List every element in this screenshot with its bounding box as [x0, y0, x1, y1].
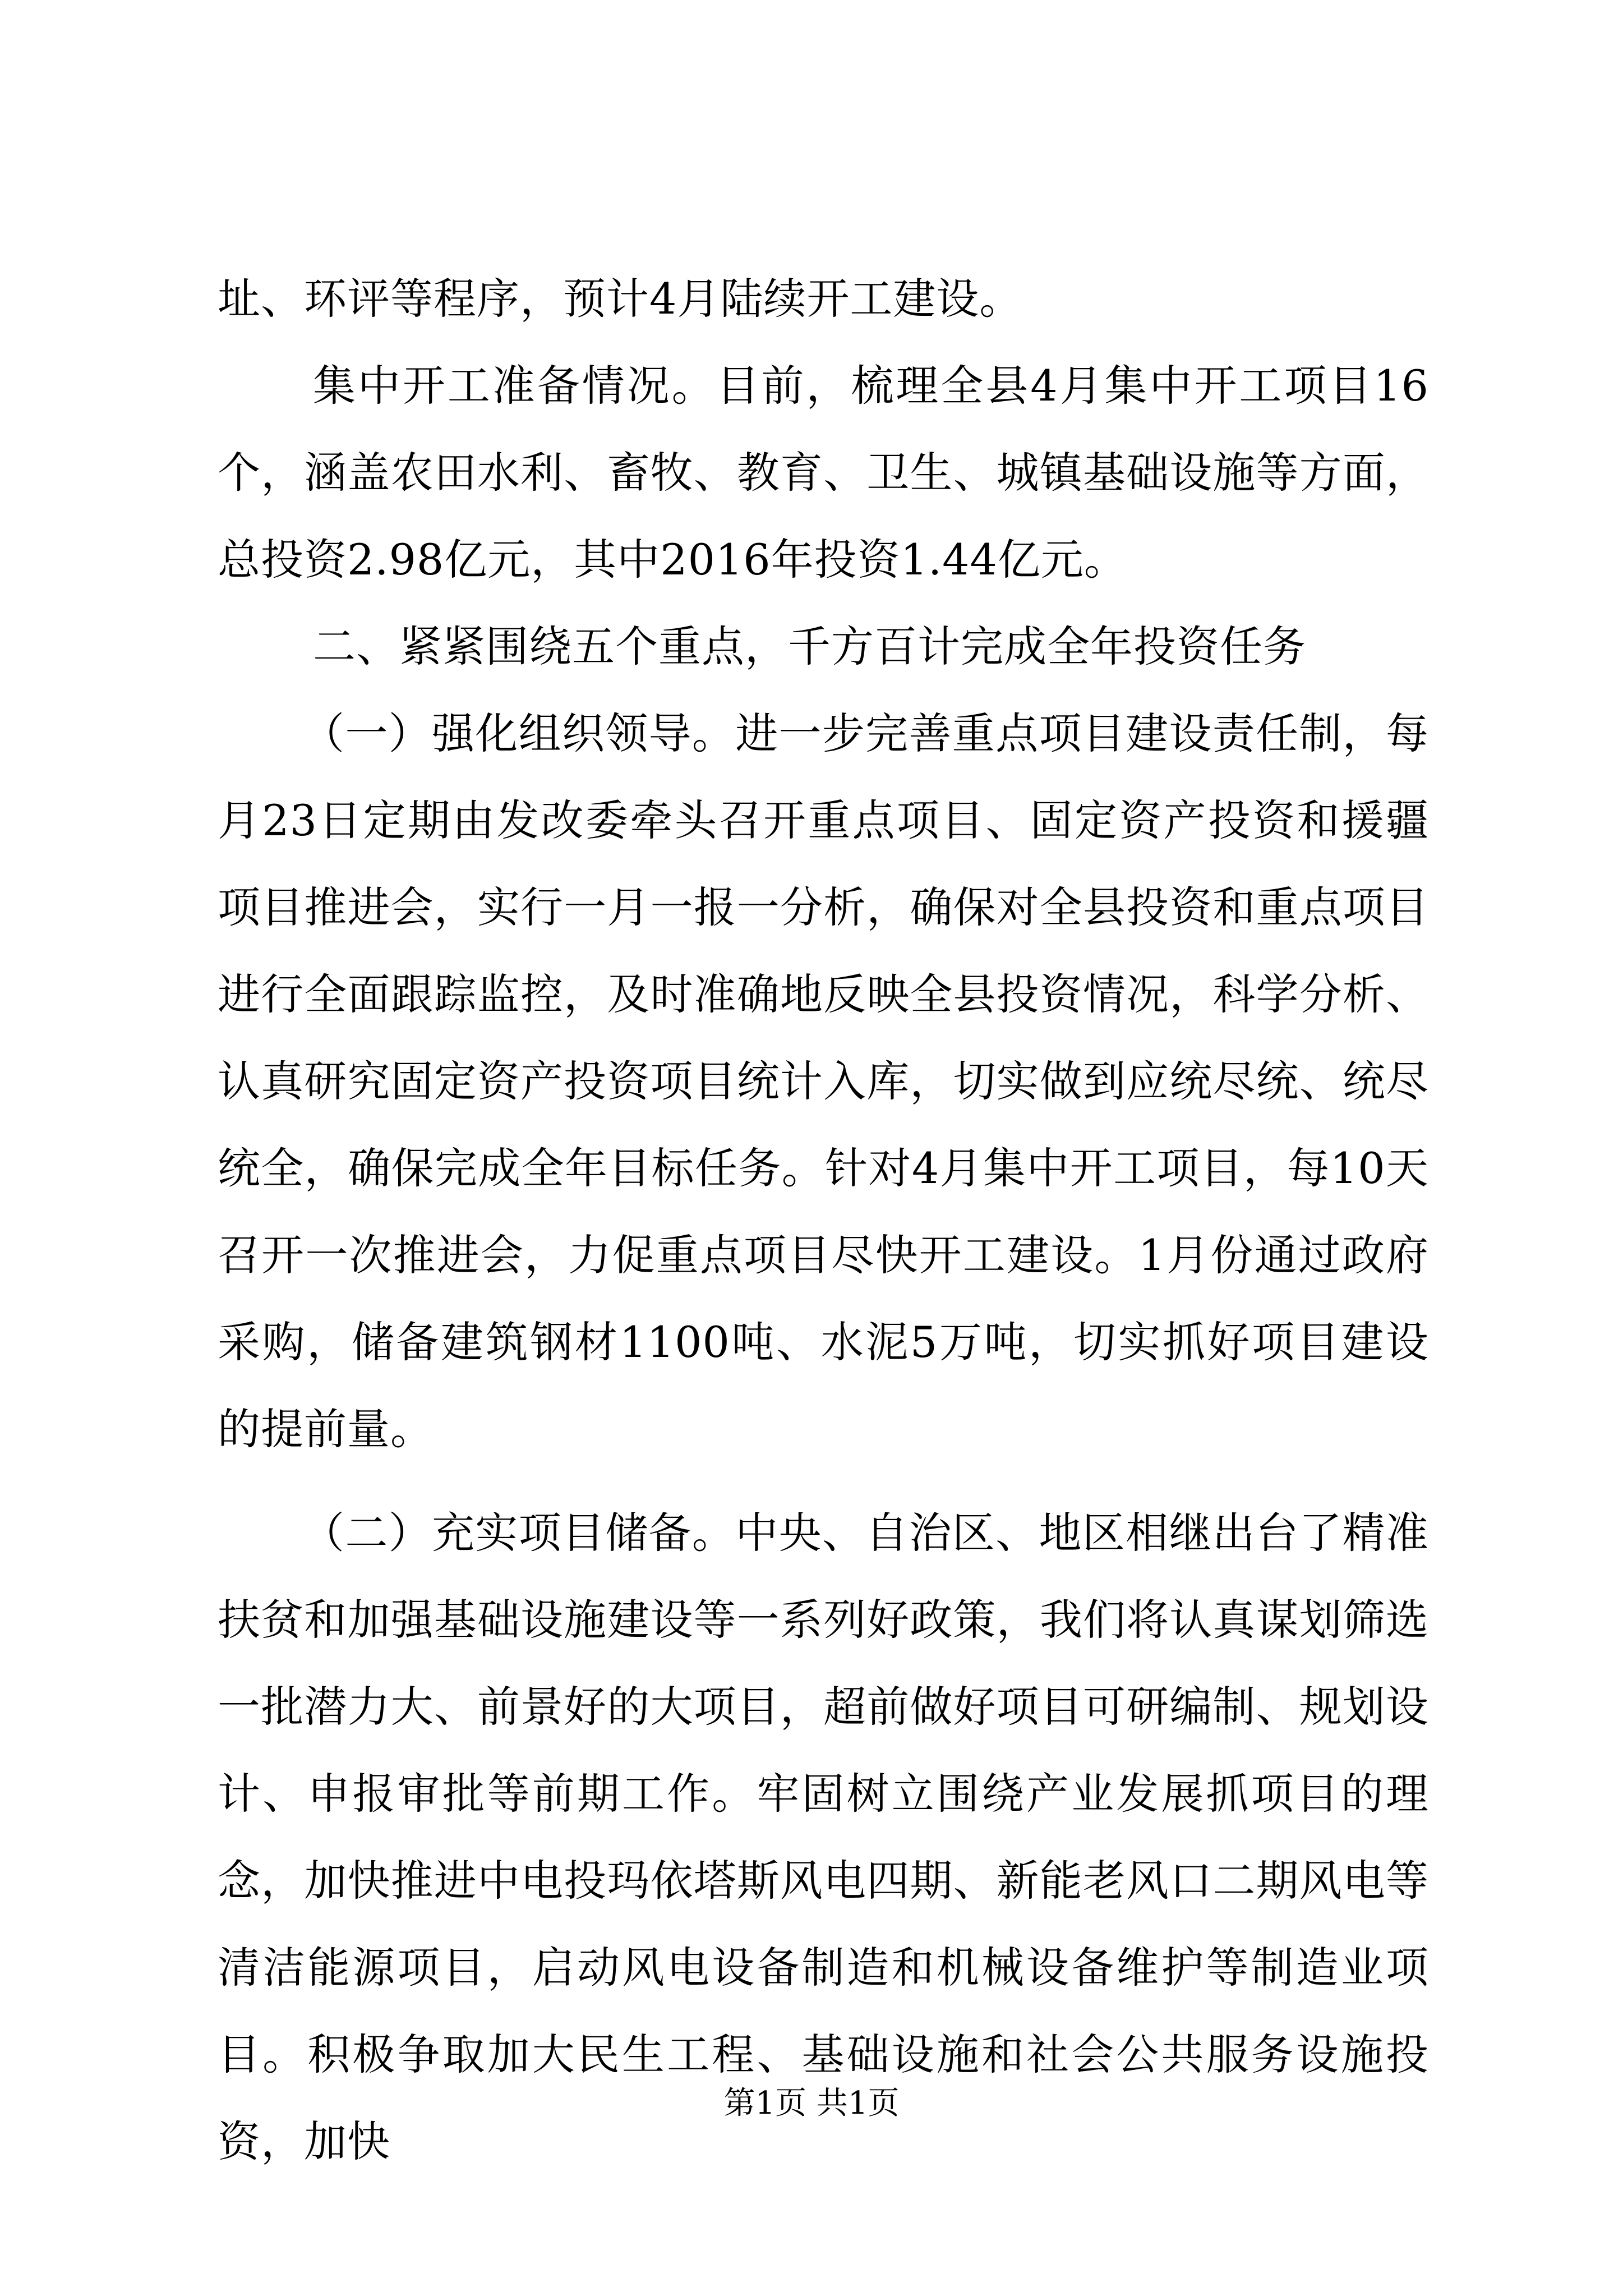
paragraph-organization: （一）强化组织领导。进一步完善重点项目建设责任制，每月23日定期由发改委牵头召开重点项目、固定资产投资和援疆项目推进会，实行一月一报一分析，确保对全县投资和重点项目进行全面跟踪监控，及时准确地反映全县投资情况，科学分析、认真研究固定资产投资项目统计入库，切实做到应统尽统、统尽统全，确保完成全年目标任务。针对4月集中开工项目，每10天召开一次推进会，力促重点项目尽快开工建设。1月份通过政府采购，储备建筑钢材1100吨、水泥5万吨，切实抓好项目建设的提前量。	[218, 708, 1429, 1454]
section-heading: 二、紧紧围绕五个重点，千方百计完成全年投资任务	[313, 622, 1306, 671]
document-body	[218, 255, 1429, 2185]
paragraph-project-reserve: （二）充实项目储备。中央、自治区、地区相继出台了精准扶贫和加强基础设施建设等一系列好政策，我们将认真谋划筛选一批潜力大、前景好的大项目，超前做好项目可研编制、规划设计、申报审批等前期工作。牢固树立围绕产业发展抓项目的理念，加快推进中电投玛依塔斯风电四期、新能老风口二期风电等清洁能源项目，启动风电设备制造和机械设备维护等制造业项目。积极争取加大民生工程、基础设施和社会公共服务设施投资，加快	[218, 1508, 1429, 2166]
page-footer: 第1页 共1页	[723, 2085, 900, 2122]
paragraph-continuation: 址、环评等程序，预计4月陆续开工建设。	[218, 274, 1023, 324]
paragraph-preparation: 集中开工准备情况。目前，梳理全县4月集中开工项目16个，涵盖农田水利、畜牧、教育、卫生、城镇基础设施等方面，总投资2.98亿元，其中2016年投资1.44亿元。	[218, 361, 1429, 585]
